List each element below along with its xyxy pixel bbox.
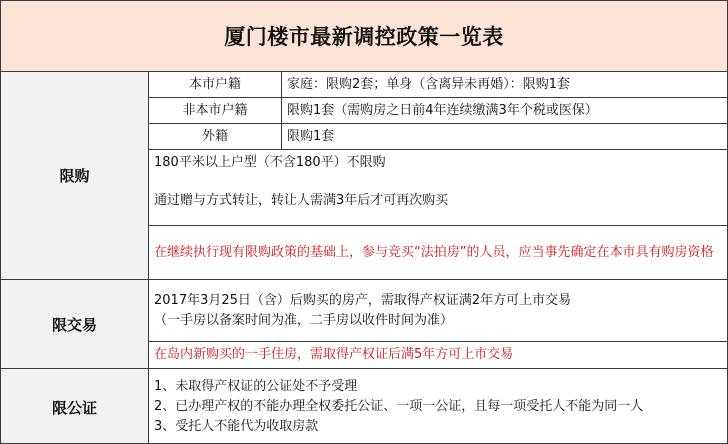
residency-policy-local: 家庭：限购2套；单身（含离异未再婚）：限购1套 xyxy=(282,72,727,98)
residency-policy-foreign: 限购1套 xyxy=(282,124,727,150)
notary-rule-line-3: 3、受托人不能代为收取房款 xyxy=(154,419,319,434)
purchase-highlight-auction: 在继续执行现有限购政策的基础上，参与竞买“法拍房”的人员，应当事先确定在本市具有购房资格 xyxy=(149,226,727,280)
category-purchase-restriction: 限购 xyxy=(1,72,149,280)
notary-rule-block xyxy=(149,369,727,444)
residency-type-local: 本市户籍 xyxy=(149,72,282,98)
residency-policy-nonlocal: 限购1套（需购房之日前4年连续缴满3年个税或医保） xyxy=(282,98,727,124)
residency-type-foreign: 外籍 xyxy=(149,124,282,150)
table-title: 厦门楼市最新调控政策一览表 xyxy=(1,1,727,72)
trade-rule-block xyxy=(149,280,727,342)
purchase-note-gift-transfer: 通过赠与方式转让，转让人需满3年后才可再次购买 xyxy=(149,176,727,226)
trade-rule-line-1: 2017年3月25日（含）后购买的房产，需取得产权证满2年方可上市交易 xyxy=(154,292,572,308)
notary-rule-line-2: 2、已办理产权的不能办理全权委托公证、一项一公证，且每一项受托人不能为同一人 xyxy=(154,399,644,414)
trade-highlight-island: 在岛内新购买的一手住房，需取得产权证后满5年方可上市交易 xyxy=(149,342,727,369)
trade-rule-line-2: （一手房以备案时间为准，二手房以收件时间为准） xyxy=(154,312,454,328)
residency-type-nonlocal: 非本市户籍 xyxy=(149,98,282,124)
purchase-note-large-unit: 180平米以上户型（不含180平）不限购 xyxy=(154,155,386,170)
category-trade-restriction: 限交易 xyxy=(1,280,149,369)
notary-rule-line-1: 1、未取得产权证的公证处不予受理 xyxy=(154,379,358,394)
category-notary-restriction: 限公证 xyxy=(1,369,149,444)
